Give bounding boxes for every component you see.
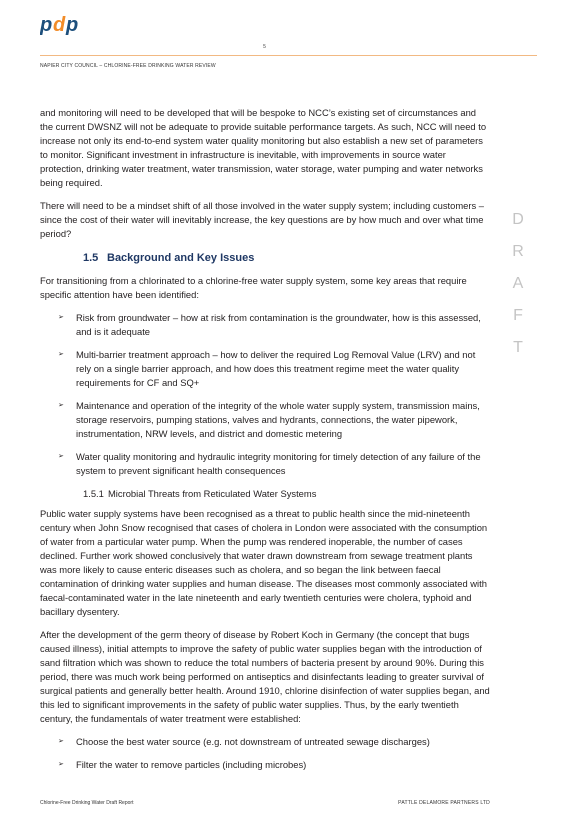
svg-text:p: p <box>40 14 52 36</box>
body-paragraph: There will need to be a mindset shift of all those involved in the water supply system; including customers – since the cost of their water will inevitably increase, the key questions are by how much and over what time period? <box>40 200 484 239</box>
body-paragraph: Public water supply systems have been recognised as a threat to public health since the mid-nineteenth century when John Snow recognised that cases of cholera in London were associated with the consumption of water from a particular water pump. When the pump was rendered inoperable, the number of cases declined. Further work showed conclusively that water drawn downstream from sewage treatment plants was more likely to cause enteric diseases such as cholera, and so began the link between faecal contamination of drinking water supplies and human disease. The diseases most commonly associated with faecal-contaminated water in the late nineteenth and early twentieth centuries were cholera, typhoid and bacillary dysentery. <box>40 508 488 617</box>
bullet-list <box>40 735 491 772</box>
body-paragraph: For transitioning from a chlorinated to a chlorine-free water supply system, some key areas that require specific attention have been identified: <box>40 275 467 300</box>
bullet-arrow-icon: ➢ <box>58 314 64 321</box>
bullet-arrow-icon: ➢ <box>58 761 64 768</box>
bullet-list <box>40 311 491 478</box>
subsection-title: Microbial Threats from Reticulated Water Systems <box>108 488 317 499</box>
list-item: ➢ Choose the best water source (e.g. not downstream of untreated sewage discharges) <box>58 736 430 747</box>
draft-watermark <box>511 212 525 372</box>
subsection-heading <box>83 487 491 501</box>
footer-report-title: Chlorine-Free Drinking Water Draft Report <box>40 800 134 806</box>
running-head: NAPIER CITY COUNCIL – CHLORINE-FREE DRINKING WATER REVIEW <box>40 63 216 69</box>
watermark-letter: D <box>512 211 524 228</box>
watermark-letter: A <box>512 275 524 292</box>
body-paragraph: After the development of the germ theory of disease by Robert Koch in Germany (the concept that bugs caused illness), initial attempts to improve the safety of public water supplies began with the introduction of sand filtration which was shown to reduce the total numbers of bacteria present by around 90%. During this period, there was much work being performed on antiseptics and disinfectants leading to greater survival of surgical patients and generally better health. Around 1910, chlorine disinfection of water supplies began, and this led to significant improvements in the safety of public water supplies. Thus, by the early twentieth century, the fundamentals of water treatment were established: <box>40 629 490 724</box>
list-item: ➢ Maintenance and operation of the integrity of the whole water supply system, transmission mains, storage reservoirs, pumping stations, valves and hydrants, connections, the water pipework, instrumentation, NRW levels, and district and domestic metering <box>58 400 480 439</box>
list-item: ➢ Filter the water to remove particles (including microbes) <box>58 759 307 770</box>
body-paragraph: and monitoring will need to be developed that will be bespoke to NCC’s existing set of circumstances and the current DWSNZ will not be adequate to provide suitable performance targets. As such, NCC will need to increase not only its end-to-end system water quality monitoring but also establish a new set of parameters to monitor. Significant investment in infrastructure is inevitable, with improvements in source water protection, drinking water treatment, water transmission, water storage, water pumping and water networks being required. <box>40 107 487 188</box>
section-title: Background and Key Issues <box>107 252 255 264</box>
svg-text:d: d <box>53 14 65 36</box>
list-item: ➢ Water quality monitoring and hydraulic integrity monitoring for timely detection of any failure of the system to prevent significant health consequences <box>58 451 481 476</box>
svg-text:p: p <box>66 14 78 36</box>
document-body <box>40 106 491 781</box>
watermark-letter: F <box>513 307 523 324</box>
bullet-arrow-icon: ➢ <box>58 738 64 745</box>
header-rule <box>40 55 537 56</box>
bullet-arrow-icon: ➢ <box>58 351 64 358</box>
bullet-arrow-icon: ➢ <box>58 453 64 460</box>
list-item: ➢ Multi-barrier treatment approach – how to deliver the required Log Removal Value (LRV) and not rely on a single barrier approach, and how does this treatment regime meet the water quality requirements for CF and SQ+ <box>58 349 476 388</box>
footer-company: PATTLE DELAMORE PARTNERS LTD <box>398 800 490 806</box>
subsection-number: 1.5.1 <box>83 488 104 499</box>
pdp-logo <box>40 12 82 38</box>
bullet-arrow-icon: ➢ <box>58 402 64 409</box>
section-number: 1.5 <box>83 252 99 264</box>
list-item: ➢ Risk from groundwater – how at risk from contamination is the groundwater, how is this assessed, and is it adequate <box>58 312 481 337</box>
watermark-letter: T <box>513 339 523 356</box>
section-heading <box>83 250 491 266</box>
watermark-letter: R <box>512 243 524 260</box>
page-number: 5 <box>263 44 266 50</box>
